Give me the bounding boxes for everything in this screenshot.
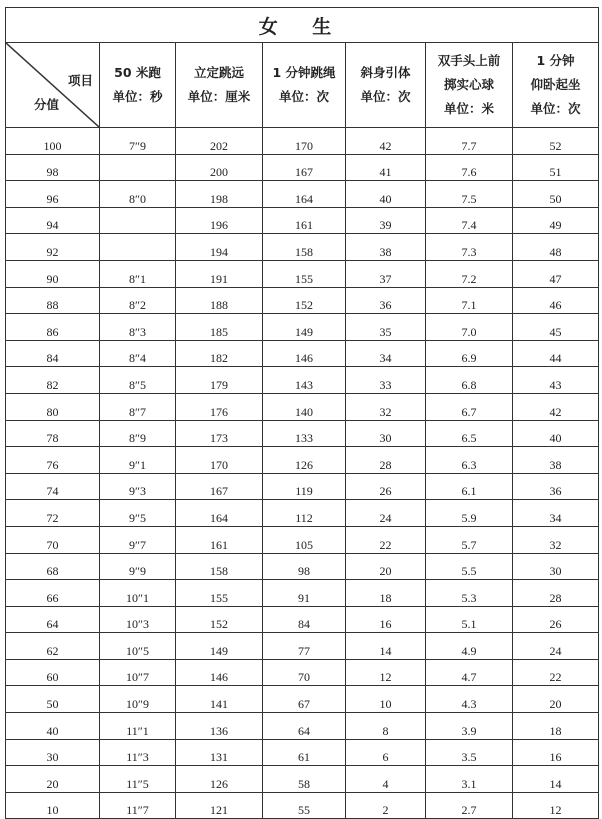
value-cell: 170 (176, 447, 263, 474)
value-cell: 8″9 (100, 420, 176, 447)
value-cell: 24 (513, 633, 599, 660)
value-cell: 67 (263, 686, 346, 713)
value-cell: 2 (346, 792, 426, 819)
table-row (6, 154, 599, 181)
value-cell: 5.3 (426, 580, 513, 607)
value-cell: 7.7 (426, 128, 513, 155)
value-cell: 155 (263, 260, 346, 287)
value-cell: 167 (176, 473, 263, 500)
table-row (6, 659, 599, 686)
table-row (6, 526, 599, 553)
value-cell: 152 (263, 287, 346, 314)
value-cell: 158 (176, 553, 263, 580)
column-header-line: 1 分钟 (536, 53, 575, 68)
value-cell: 58 (263, 766, 346, 793)
value-cell: 28 (513, 580, 599, 607)
value-cell: 12 (513, 792, 599, 819)
score-cell: 84 (6, 340, 100, 367)
value-cell: 6.8 (426, 367, 513, 394)
score-cell: 100 (6, 128, 100, 155)
value-cell: 22 (346, 526, 426, 553)
value-cell (100, 234, 176, 261)
value-cell: 34 (513, 500, 599, 527)
table-row (6, 234, 599, 261)
value-cell: 70 (263, 659, 346, 686)
value-cell: 121 (176, 792, 263, 819)
value-cell: 7.3 (426, 234, 513, 261)
table-title: 女 生 (6, 8, 599, 43)
table-row (6, 207, 599, 234)
value-cell: 126 (263, 447, 346, 474)
value-cell: 34 (346, 340, 426, 367)
value-cell: 28 (346, 447, 426, 474)
column-header-line: 单位：次 (530, 101, 581, 116)
column-header-line: 50 米跑 (114, 65, 161, 80)
value-cell: 11″1 (100, 713, 176, 740)
column-header-line: 立定跳远 (193, 65, 244, 80)
value-cell: 32 (513, 526, 599, 553)
table-row (6, 367, 599, 394)
value-cell: 8 (346, 713, 426, 740)
value-cell: 18 (346, 580, 426, 607)
value-cell: 84 (263, 606, 346, 633)
value-cell: 112 (263, 500, 346, 527)
value-cell: 170 (263, 128, 346, 155)
value-cell: 161 (263, 207, 346, 234)
value-cell: 7.4 (426, 207, 513, 234)
value-cell: 7.2 (426, 260, 513, 287)
value-cell: 9″7 (100, 526, 176, 553)
score-cell: 82 (6, 367, 100, 394)
score-cell: 94 (6, 207, 100, 234)
value-cell: 146 (176, 659, 263, 686)
value-cell: 33 (346, 367, 426, 394)
value-cell: 9″5 (100, 500, 176, 527)
score-cell: 50 (6, 686, 100, 713)
table-row (6, 447, 599, 474)
value-cell: 77 (263, 633, 346, 660)
column-header-line: 单位：次 (360, 89, 411, 104)
value-cell: 8″5 (100, 367, 176, 394)
value-cell (100, 207, 176, 234)
column-header-line: 单位：秒 (112, 89, 163, 104)
value-cell: 5.5 (426, 553, 513, 580)
value-cell: 49 (513, 207, 599, 234)
value-cell: 8″0 (100, 181, 176, 208)
column-header-line: 斜身引体 (360, 65, 411, 80)
table-row (6, 420, 599, 447)
value-cell: 6 (346, 739, 426, 766)
value-cell: 143 (263, 367, 346, 394)
value-cell: 182 (176, 340, 263, 367)
score-cell: 40 (6, 713, 100, 740)
value-cell: 2.7 (426, 792, 513, 819)
value-cell: 20 (346, 553, 426, 580)
column-header-line: 双手头上前 (437, 53, 501, 68)
score-cell: 60 (6, 659, 100, 686)
table-row (6, 713, 599, 740)
score-cell: 30 (6, 739, 100, 766)
score-cell: 72 (6, 500, 100, 527)
value-cell: 131 (176, 739, 263, 766)
value-cell: 55 (263, 792, 346, 819)
value-cell: 39 (346, 207, 426, 234)
value-cell: 98 (263, 553, 346, 580)
value-cell: 149 (176, 633, 263, 660)
value-cell: 8″3 (100, 314, 176, 341)
score-cell: 10 (6, 792, 100, 819)
value-cell: 119 (263, 473, 346, 500)
value-cell: 4.3 (426, 686, 513, 713)
score-cell: 68 (6, 553, 100, 580)
score-cell: 98 (6, 154, 100, 181)
table-row (6, 260, 599, 287)
value-cell: 191 (176, 260, 263, 287)
value-cell: 179 (176, 367, 263, 394)
score-cell: 88 (6, 287, 100, 314)
value-cell: 10″7 (100, 659, 176, 686)
value-cell: 167 (263, 154, 346, 181)
value-cell: 140 (263, 393, 346, 420)
table-row (6, 473, 599, 500)
value-cell: 185 (176, 314, 263, 341)
value-cell: 105 (263, 526, 346, 553)
value-cell: 61 (263, 739, 346, 766)
value-cell: 47 (513, 260, 599, 287)
value-cell: 3.9 (426, 713, 513, 740)
column-header (513, 43, 599, 128)
value-cell: 11″5 (100, 766, 176, 793)
value-cell: 11″7 (100, 792, 176, 819)
value-cell: 10″5 (100, 633, 176, 660)
value-cell: 8″2 (100, 287, 176, 314)
value-cell: 35 (346, 314, 426, 341)
value-cell: 45 (513, 314, 599, 341)
value-cell: 7.0 (426, 314, 513, 341)
value-cell: 43 (513, 367, 599, 394)
value-cell: 152 (176, 606, 263, 633)
value-cell: 37 (346, 260, 426, 287)
table-row (6, 287, 599, 314)
column-header (176, 43, 263, 128)
column-header-line: 仰卧起坐 (530, 77, 581, 92)
value-cell: 10″1 (100, 580, 176, 607)
value-cell: 32 (346, 393, 426, 420)
table-row (6, 606, 599, 633)
value-cell: 141 (176, 686, 263, 713)
value-cell: 36 (346, 287, 426, 314)
scoring-table (5, 7, 599, 819)
score-cell: 74 (6, 473, 100, 500)
value-cell: 146 (263, 340, 346, 367)
value-cell: 5.1 (426, 606, 513, 633)
value-cell: 42 (346, 128, 426, 155)
table-row (6, 500, 599, 527)
value-cell: 64 (263, 713, 346, 740)
value-cell: 155 (176, 580, 263, 607)
score-cell: 80 (6, 393, 100, 420)
value-cell: 8″7 (100, 393, 176, 420)
score-cell: 92 (6, 234, 100, 261)
value-cell: 9″9 (100, 553, 176, 580)
table-row (6, 553, 599, 580)
value-cell: 9″1 (100, 447, 176, 474)
column-header-line: 单位：厘米 (187, 89, 251, 104)
value-cell: 36 (513, 473, 599, 500)
column-header-line: 1 分钟跳绳 (272, 65, 336, 80)
value-cell: 10″3 (100, 606, 176, 633)
table-row (6, 393, 599, 420)
value-cell: 164 (263, 181, 346, 208)
value-cell: 48 (513, 234, 599, 261)
column-header (426, 43, 513, 128)
score-cell: 86 (6, 314, 100, 341)
value-cell: 200 (176, 154, 263, 181)
value-cell: 10 (346, 686, 426, 713)
value-cell: 24 (346, 500, 426, 527)
value-cell: 11″3 (100, 739, 176, 766)
value-cell: 6.7 (426, 393, 513, 420)
value-cell: 194 (176, 234, 263, 261)
value-cell: 14 (513, 766, 599, 793)
value-cell: 202 (176, 128, 263, 155)
value-cell: 14 (346, 633, 426, 660)
value-cell: 91 (263, 580, 346, 607)
score-label: 分值 (34, 97, 60, 112)
value-cell: 196 (176, 207, 263, 234)
value-cell (100, 154, 176, 181)
value-cell: 26 (346, 473, 426, 500)
score-cell: 62 (6, 633, 100, 660)
score-cell: 20 (6, 766, 100, 793)
value-cell: 8″4 (100, 340, 176, 367)
diagonal-header-cell (6, 43, 100, 128)
value-cell: 176 (176, 393, 263, 420)
value-cell: 188 (176, 287, 263, 314)
value-cell: 173 (176, 420, 263, 447)
value-cell: 18 (513, 713, 599, 740)
column-header-line: 单位：次 (278, 89, 329, 104)
item-label: 项目 (67, 73, 93, 88)
score-cell: 66 (6, 580, 100, 607)
value-cell: 149 (263, 314, 346, 341)
value-cell: 6.5 (426, 420, 513, 447)
value-cell: 26 (513, 606, 599, 633)
value-cell: 51 (513, 154, 599, 181)
value-cell: 7.6 (426, 154, 513, 181)
column-header (346, 43, 426, 128)
value-cell: 158 (263, 234, 346, 261)
value-cell: 38 (513, 447, 599, 474)
value-cell: 40 (513, 420, 599, 447)
value-cell: 52 (513, 128, 599, 155)
score-cell: 76 (6, 447, 100, 474)
value-cell: 30 (513, 553, 599, 580)
table-row (6, 633, 599, 660)
value-cell: 3.5 (426, 739, 513, 766)
score-cell: 70 (6, 526, 100, 553)
value-cell: 8″1 (100, 260, 176, 287)
table-row (6, 181, 599, 208)
value-cell: 50 (513, 181, 599, 208)
value-cell: 20 (513, 686, 599, 713)
value-cell: 40 (346, 181, 426, 208)
column-header (263, 43, 346, 128)
value-cell: 30 (346, 420, 426, 447)
value-cell: 7.1 (426, 287, 513, 314)
value-cell: 6.3 (426, 447, 513, 474)
value-cell: 7.5 (426, 181, 513, 208)
table-row (6, 128, 599, 155)
value-cell: 136 (176, 713, 263, 740)
value-cell: 16 (346, 606, 426, 633)
score-cell: 64 (6, 606, 100, 633)
table-row (6, 314, 599, 341)
value-cell: 41 (346, 154, 426, 181)
value-cell: 12 (346, 659, 426, 686)
score-cell: 78 (6, 420, 100, 447)
score-cell: 96 (6, 181, 100, 208)
value-cell: 4.7 (426, 659, 513, 686)
table-row (6, 739, 599, 766)
value-cell: 22 (513, 659, 599, 686)
table-row (6, 766, 599, 793)
table-row (6, 792, 599, 819)
column-header-line: 掷实心球 (443, 77, 494, 92)
value-cell: 6.9 (426, 340, 513, 367)
value-cell: 126 (176, 766, 263, 793)
value-cell: 7″9 (100, 128, 176, 155)
score-cell: 90 (6, 260, 100, 287)
value-cell: 161 (176, 526, 263, 553)
column-header-line: 单位：米 (443, 101, 494, 116)
column-header (100, 43, 176, 128)
value-cell: 10″9 (100, 686, 176, 713)
value-cell: 4 (346, 766, 426, 793)
table-row (6, 340, 599, 367)
table-row (6, 580, 599, 607)
value-cell: 5.7 (426, 526, 513, 553)
value-cell: 3.1 (426, 766, 513, 793)
value-cell: 164 (176, 500, 263, 527)
table-row (6, 686, 599, 713)
value-cell: 44 (513, 340, 599, 367)
value-cell: 46 (513, 287, 599, 314)
value-cell: 42 (513, 393, 599, 420)
value-cell: 5.9 (426, 500, 513, 527)
value-cell: 16 (513, 739, 599, 766)
value-cell: 133 (263, 420, 346, 447)
value-cell: 4.9 (426, 633, 513, 660)
value-cell: 198 (176, 181, 263, 208)
value-cell: 6.1 (426, 473, 513, 500)
value-cell: 9″3 (100, 473, 176, 500)
value-cell: 38 (346, 234, 426, 261)
